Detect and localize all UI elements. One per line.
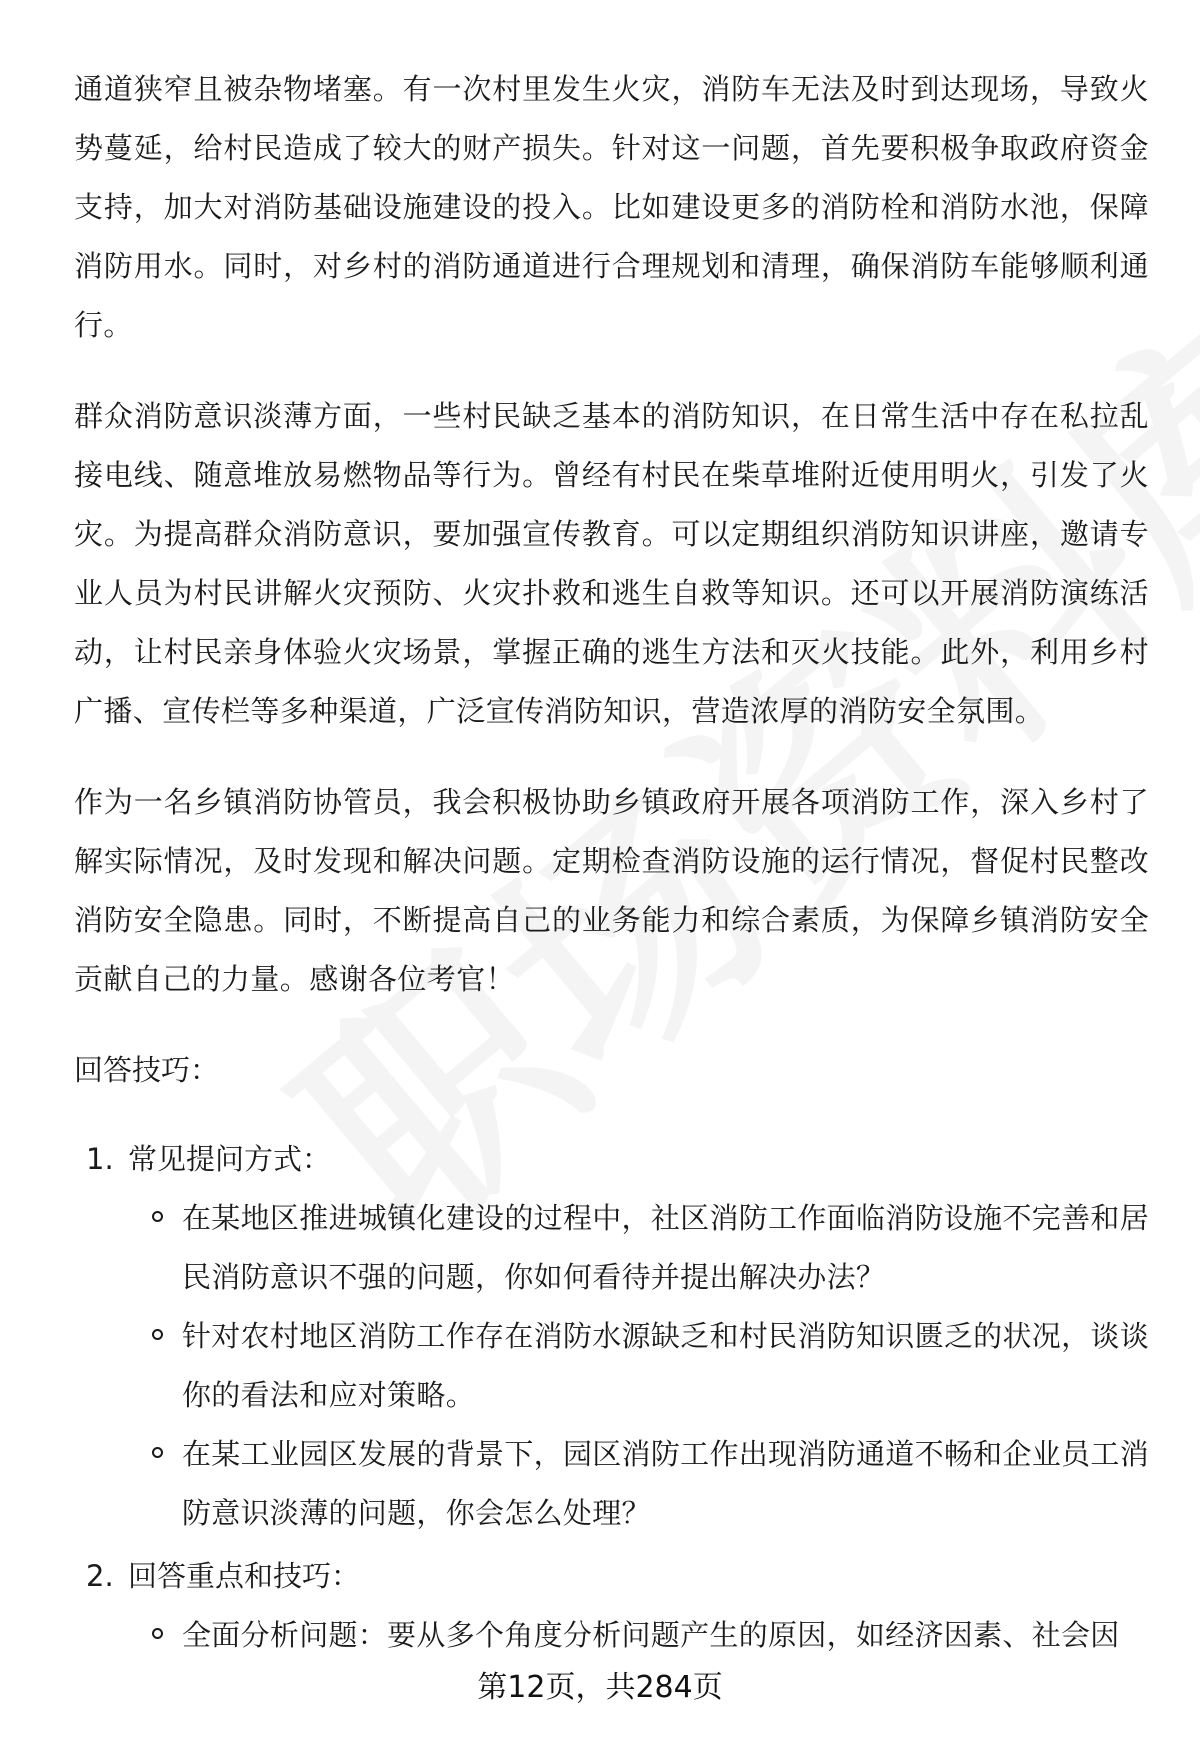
page-number: 第12页，共284页 — [477, 1670, 723, 1705]
sub-list-item-text: 在某地区推进城镇化建设的过程中，社区消防工作面临消防设施不完善和居民消防意识不强的问题，你如何看待并提出解决办法？ — [182, 1201, 1149, 1294]
sub-list-item — [74, 1307, 1149, 1425]
circle-bullet-icon — [152, 1211, 163, 1222]
list-item — [74, 1130, 1149, 1543]
sub-list-item-text: 针对农村地区消防工作存在消防水源缺乏和村民消防知识匮乏的状况，谈谈你的看法和应对策略。 — [182, 1319, 1149, 1412]
paragraph: 群众消防意识淡薄方面，一些村民缺乏基本的消防知识，在日常生活中存在私拉乱接电线、随意堆放易燃物品等行为。曾经有村民在柴草堆附近使用明火，引发了火灾。为提高群众消防意识，要加强宣传教育。可以定期组织消防知识讲座，邀请专业人员为村民讲解火灾预防、火灾扑救和逃生自救等知识。还可以开展消防演练活动，让村民亲身体验火灾场景，掌握正确的逃生方法和灭火技能。此外，利用乡村广播、宣传栏等多种渠道，广泛宣传消防知识，营造浓厚的消防安全氛围。 — [74, 399, 1149, 728]
sub-list — [74, 1189, 1149, 1543]
circle-bullet-icon — [152, 1628, 163, 1639]
list-number: 2. — [86, 1559, 114, 1593]
list-number: 1. — [86, 1142, 114, 1176]
sub-list-item — [74, 1425, 1149, 1543]
sub-list-item — [74, 1606, 1149, 1665]
sub-list-item — [74, 1189, 1149, 1307]
list-item-title: 常见提问方式： — [128, 1142, 332, 1176]
sub-list-item-text: 全面分析问题：要从多个角度分析问题产生的原因，如经济因素、社会因 — [182, 1618, 1120, 1652]
document-body — [74, 60, 1149, 1669]
circle-bullet-icon — [152, 1447, 163, 1458]
paragraph: 通道狭窄且被杂物堵塞。有一次村里发生火灾，消防车无法及时到达现场，导致火势蔓延，给村民造成了较大的财产损失。针对这一问题，首先要积极争取政府资金支持，加大对消防基础设施建设的投入。比如建设更多的消防栓和消防水池，保障消防用水。同时，对乡村的消防通道进行合理规划和清理，确保消防车能够顺利通行。 — [74, 72, 1149, 342]
tips-list — [74, 1130, 1149, 1665]
sub-list — [74, 1606, 1149, 1665]
list-item-title: 回答重点和技巧： — [128, 1559, 361, 1593]
paragraph: 作为一名乡镇消防协管员，我会积极协助乡镇政府开展各项消防工作，深入乡村了解实际情况，及时发现和解决问题。定期检查消防设施的运行情况，督促村民整改消防安全隐患。同时，不断提高自己的业务能力和综合素质，为保障乡镇消防安全贡献自己的力量。感谢各位考官！ — [74, 785, 1149, 996]
tips-heading: 回答技巧： — [74, 1053, 220, 1087]
circle-bullet-icon — [152, 1329, 163, 1340]
sub-list-item-text: 在某工业园区发展的背景下，园区消防工作出现消防通道不畅和企业员工消防意识淡薄的问题，你会怎么处理？ — [182, 1437, 1149, 1530]
list-item — [74, 1547, 1149, 1665]
